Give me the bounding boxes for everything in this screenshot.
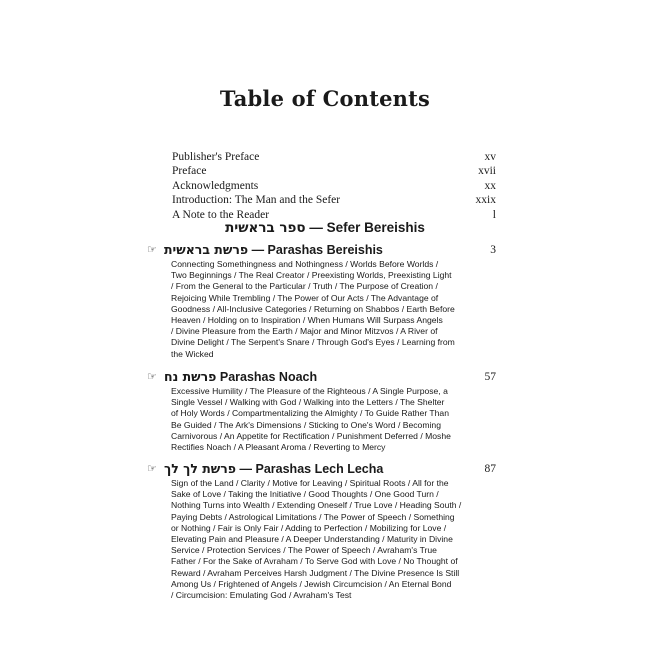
- topic-line: Among Us / Frightened of Angels / Jewish Circumcision / An Eternal Bond: [171, 578, 452, 589]
- front-matter-entry: [172, 179, 496, 193]
- topic-line: Father / For the Sake of Avraham / To Serve God with Love / No Thought of: [171, 556, 458, 567]
- book-english-title: Sefer Bereishis: [326, 220, 425, 235]
- topic-line: Sake of Love / Taking the Initiative / Good Thoughts / One Good Turn /: [171, 489, 439, 500]
- topic-line: Heaven / Holding on to Inspiration / When Humans Will Surpass Angels: [171, 314, 443, 325]
- parasha-page: 87: [484, 463, 496, 475]
- parasha-heading: [147, 460, 496, 478]
- topic-line: Goodness / All-Inclusive Categories / Returning on Shabbos / Earth Before: [171, 303, 455, 314]
- parasha-page: 3: [490, 244, 496, 256]
- entry-page: xv: [484, 151, 496, 163]
- parasha-heading: [147, 241, 496, 259]
- topic-line: Excessive Humility / The Pleasure of the Righteous / A Single Purpose, a: [171, 386, 448, 396]
- entry-page: xxix: [475, 194, 496, 207]
- front-matter-entry: [172, 164, 496, 178]
- entry-label: A Note to the Reader: [172, 208, 270, 221]
- topic-line: Divine Delight / The Serpent's Snare / Through God's Eyes / Learning from: [171, 337, 455, 348]
- entry-page: l: [492, 208, 496, 221]
- parasha-hebrew: פרשת בראשית: [164, 242, 249, 257]
- pointing-hand-icon: ☞: [147, 463, 157, 475]
- parasha-section: [147, 460, 496, 601]
- entry-label: Acknowledgments: [172, 179, 259, 192]
- parasha-heading: [147, 368, 496, 386]
- topic-line: Connecting Somethingness and Nothingness / Worlds Before Worlds /: [171, 259, 439, 269]
- topic-line: Rejoicing While Trembling / The Power of Our Acts / The Advantage of: [171, 292, 439, 303]
- topic-line: Sign of the Land / Clarity / Motive for Leaving / Spiritual Roots / All for the: [171, 478, 449, 488]
- topic-line: Two Beginnings / The Real Creator / Preexisting Worlds, Preexisting Light: [171, 270, 452, 281]
- topic-line: Elevating Pain and Pleasure / A Deeper Understanding / Maturity in Divine: [171, 533, 453, 544]
- topic-line: / From the General to the Particular / Truth / The Purpose of Creation /: [171, 281, 438, 292]
- book-hebrew-title: ספר בראשית: [225, 220, 306, 236]
- topic-line: Rectifies Noach / A Pleasant Aroma / Reverting to Mercy: [171, 441, 386, 452]
- parasha-section: [147, 241, 496, 360]
- front-matter-entry: [172, 150, 496, 164]
- entry-label: Introduction: The Man and the Sefer: [172, 194, 341, 207]
- parasha-topics: [171, 259, 483, 360]
- entry-page: xx: [484, 179, 496, 192]
- topic-line: Carnivorous / An Appetite for Rectification / Punishment Deferred / Moshe: [171, 430, 451, 441]
- front-matter-list: [172, 150, 496, 222]
- entry-label: Preface: [172, 165, 207, 178]
- topic-line: / Circumcision: Emulating God / Avraham's Test: [171, 589, 352, 600]
- topic-line: Service / Protection Services / The Power of Speech / Avraham's True: [171, 545, 437, 556]
- topic-line: / Divine Pleasure from the Earth / Major and Minor Mitzvos / A River of: [171, 326, 438, 337]
- pointing-hand-icon: ☞: [147, 244, 157, 256]
- book-heading: [0, 220, 650, 236]
- topic-line: Be Guided / The Ark's Dimensions / Sticking to One's Word / Becoming: [171, 419, 441, 430]
- topic-line: Reward / Avraham Perceives Harsh Judgment / The Divine Presence Is Still: [171, 567, 460, 578]
- entry-label: Publisher's Preface: [172, 151, 260, 163]
- parasha-section: [147, 368, 496, 453]
- parasha-page: 57: [484, 371, 496, 383]
- parasha-english: — Parashas Bereishis: [251, 243, 383, 257]
- parasha-english: — Parashas Lech Lecha: [239, 462, 384, 476]
- topic-line: the Wicked: [171, 348, 214, 359]
- topic-line: of Holy Words / Compartmentalizing the Almighty / To Guide Rather Than: [171, 408, 449, 419]
- book-separator: —: [309, 220, 323, 235]
- parasha-hebrew: פרשת לך לך: [164, 461, 237, 476]
- front-matter-entry: [172, 193, 496, 207]
- topic-line: or Nothing / Fair is Only Fair / Adding to Perfection / Mobilizing for Love /: [171, 522, 447, 533]
- topic-line: Single Vessel / Walking with God / Walking into the Letters / The Shelter: [171, 397, 445, 408]
- parasha-english: Parashas Noach: [219, 370, 318, 384]
- topic-line: Paying Debts / Astrological Limitations / The Power of Speech / Something: [171, 511, 455, 522]
- topic-line: Nothing Turns into Wealth / Extending Oneself / True Love / Heading South /: [171, 500, 462, 511]
- parasha-topics: [171, 386, 483, 453]
- page-title: Table of Contents: [219, 86, 431, 111]
- entry-page: xvii: [478, 165, 496, 178]
- parasha-hebrew: פרשת נח: [164, 369, 217, 384]
- pointing-hand-icon: ☞: [147, 371, 157, 383]
- parasha-topics: [171, 478, 483, 601]
